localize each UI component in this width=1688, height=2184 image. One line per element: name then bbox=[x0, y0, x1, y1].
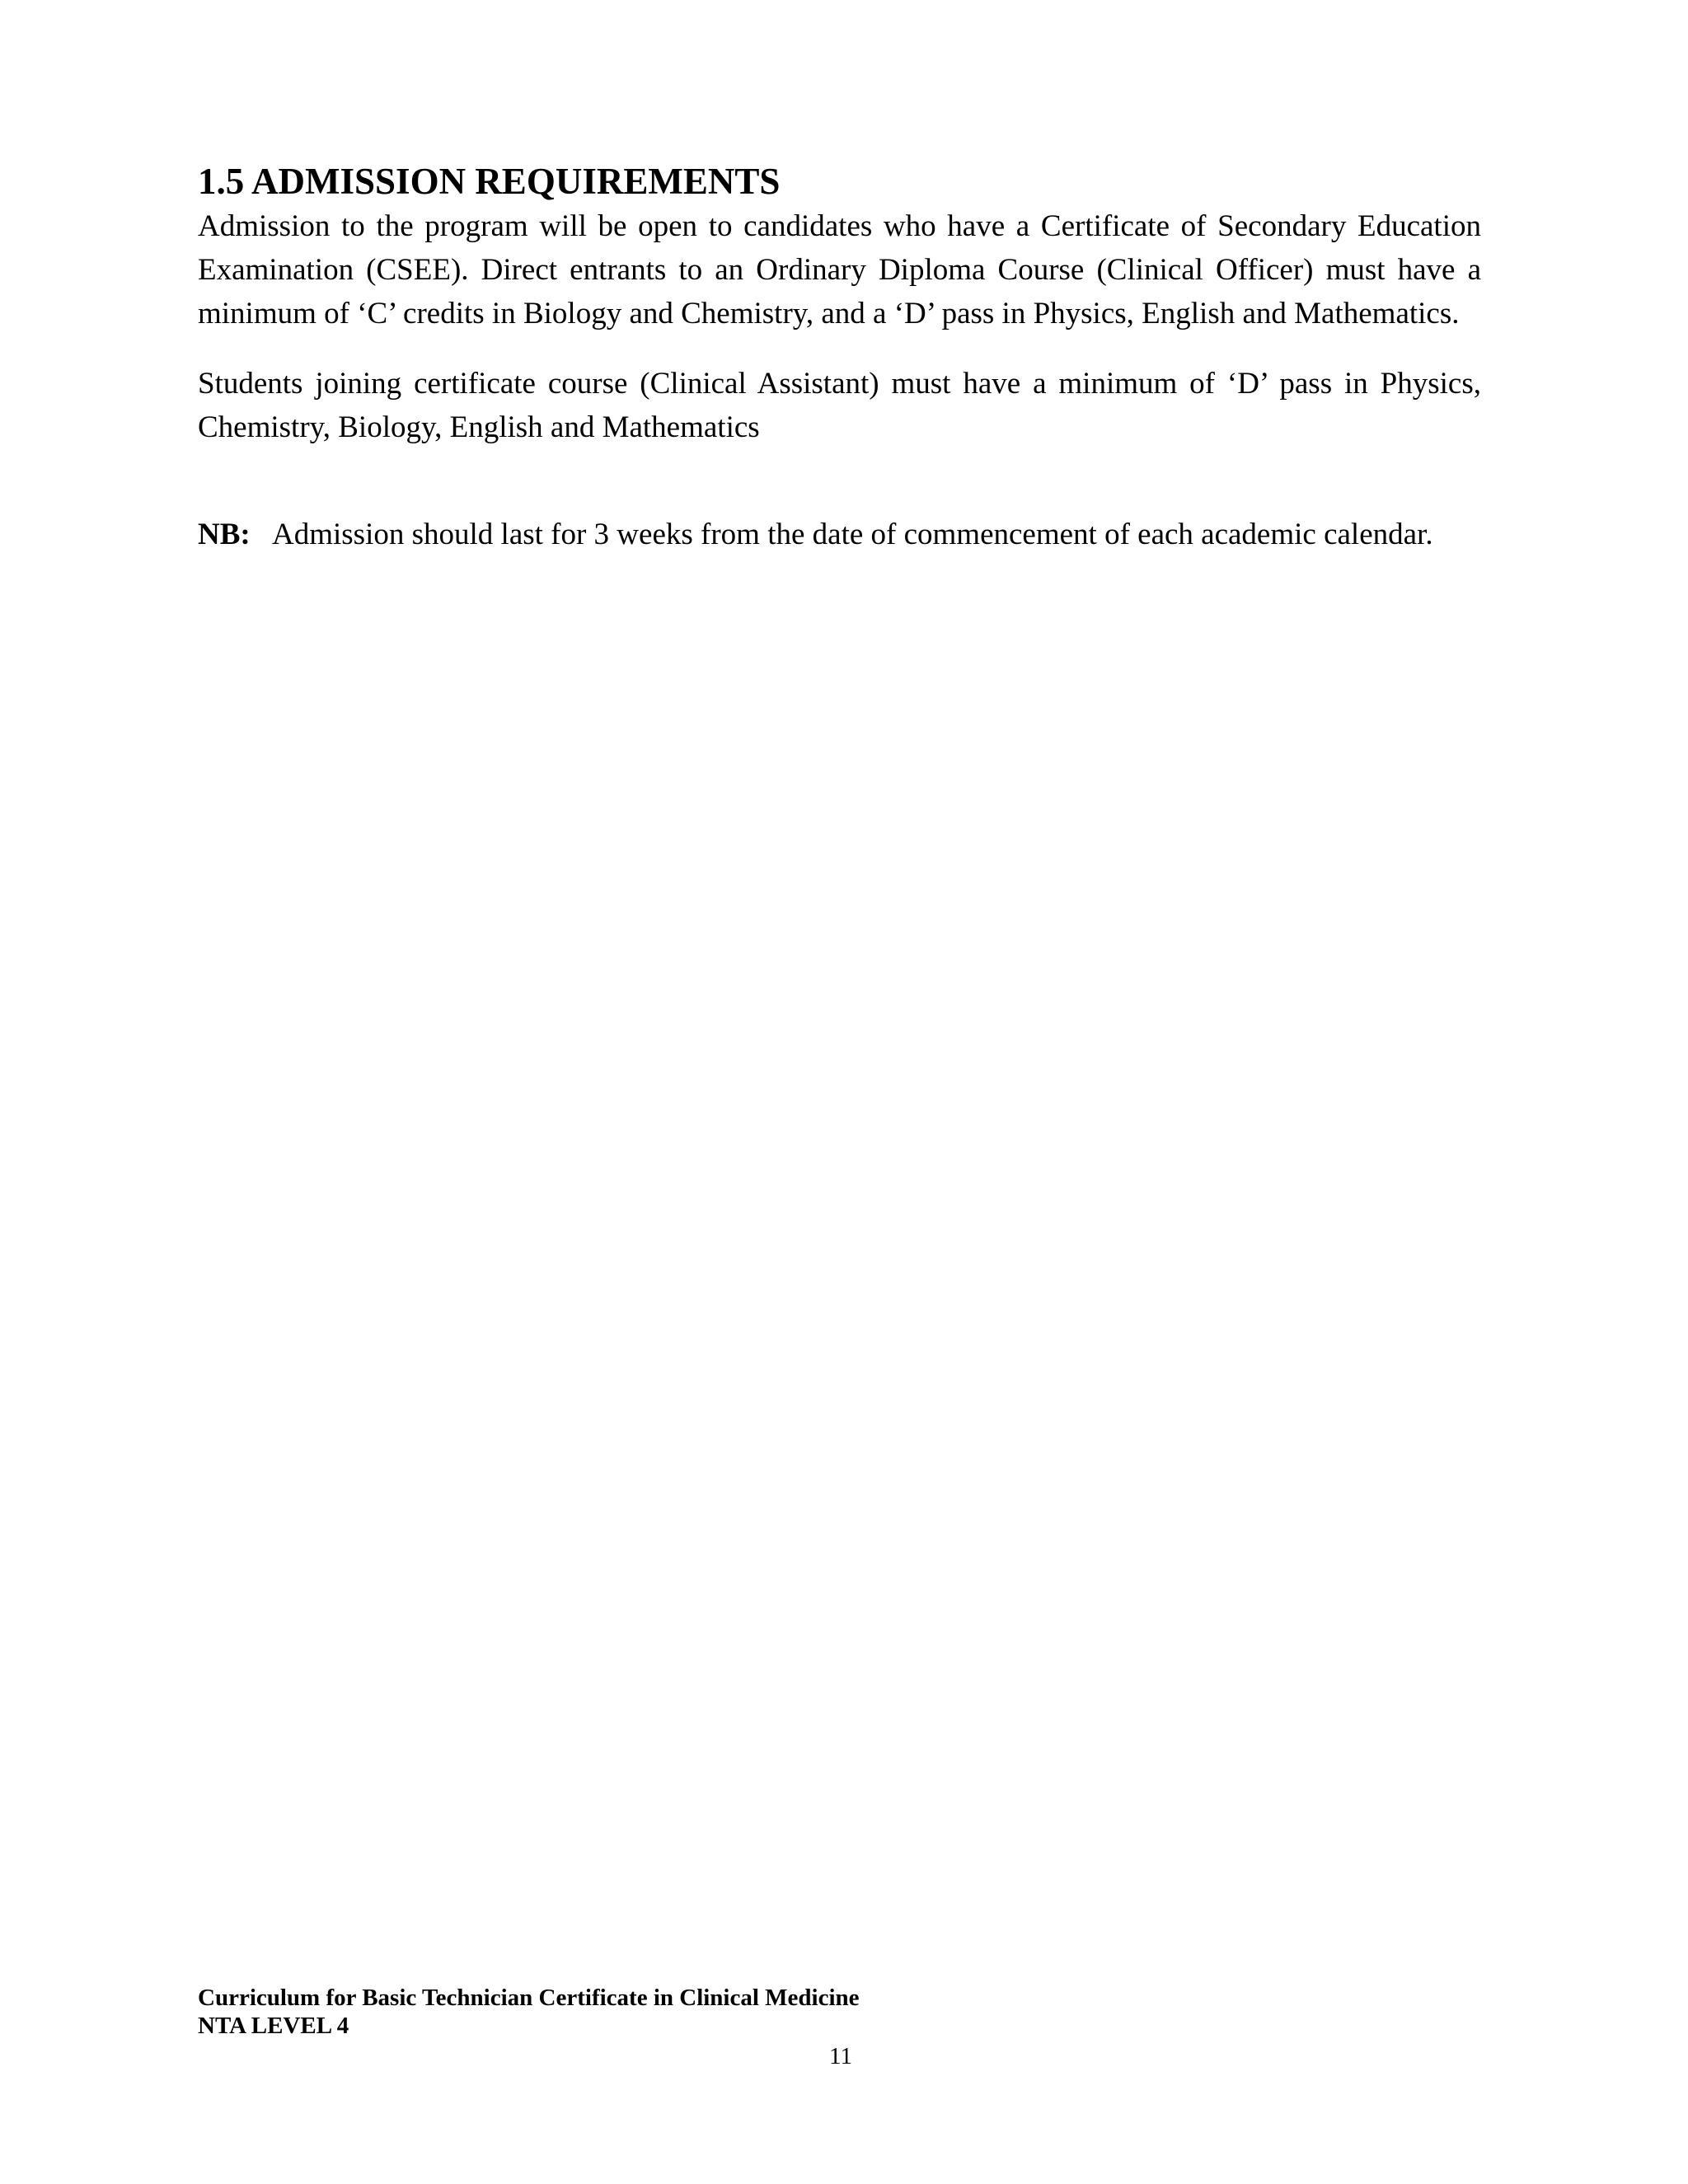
section-admission-requirements bbox=[198, 158, 1481, 584]
section-heading: 1.5 ADMISSION REQUIREMENTS bbox=[198, 161, 781, 202]
note-text: Admission should last for 3 weeks from the date of commencement of each academic calendar. bbox=[272, 518, 1433, 551]
page-footer bbox=[198, 1984, 860, 2040]
note-label: NB: bbox=[198, 518, 251, 551]
footer-level: NTA LEVEL 4 bbox=[198, 2013, 349, 2039]
admission-paragraph-1: Admission to the program will be open to candidates who have a Certificate of Secondary Education Examination (CSEE). Direct entrants to an Ordinary Diploma Course (Clinical Officer) must have a minimum of ‘C’ credits in Biology and Chemistry, and a ‘D’ pass in Physics, English and Mathematics. bbox=[198, 209, 1481, 330]
admission-paragraph-2: Students joining certificate course (Clinical Assistant) must have a minimum of ‘D’ pass in Physics, Chemistry, Biology, English and Mathematics bbox=[198, 367, 1481, 444]
admission-note bbox=[198, 515, 1481, 554]
footer-title: Curriculum for Basic Technician Certificate in Clinical Medicine bbox=[198, 1985, 860, 2011]
page-number: 11 bbox=[829, 2043, 852, 2069]
